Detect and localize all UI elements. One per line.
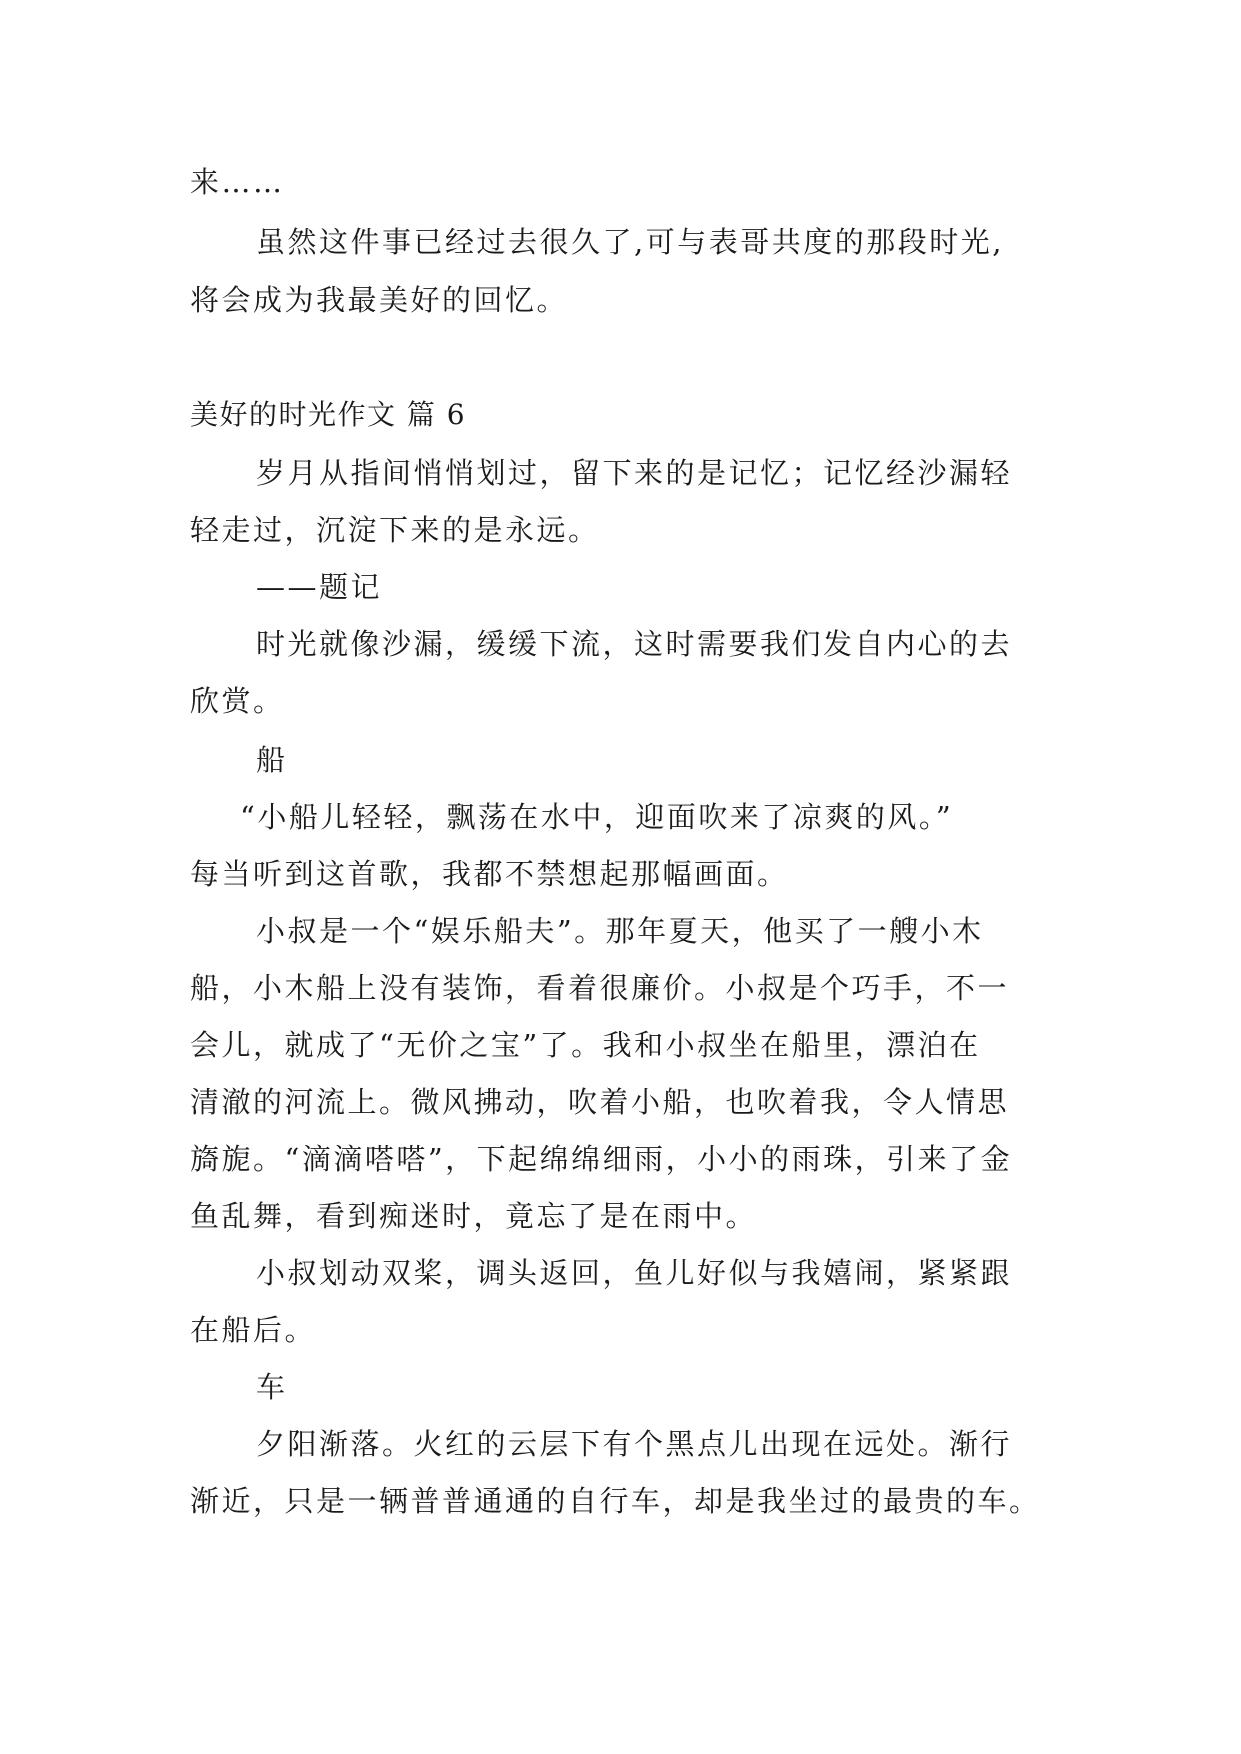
paragraph-line: 船，小木船上没有装饰，看着很廉价。小叔是个巧手，不一	[190, 971, 1010, 1005]
paragraph-line: 鱼乱舞，看到痴迷时，竟忘了是在雨中。	[190, 1199, 758, 1233]
paragraph-line: 将会成为我最美好的回忆。	[190, 283, 569, 317]
paragraph-line: 小叔划动双桨，调头返回，鱼儿好似与我嬉闹，紧紧跟	[256, 1256, 1013, 1290]
paragraph-line: 会儿，就成了“无价之宝”了。我和小叔坐在船里，漂泊在	[190, 1028, 981, 1062]
paragraph-line: 渐近，只是一辆普普通通的自行车，却是我坐过的最贵的车。	[190, 1484, 1041, 1518]
paragraph-line: 轻走过，沉淀下来的是永远。	[190, 513, 600, 547]
subsection-title: 车	[256, 1370, 288, 1404]
paragraph-line: 夕阳渐落。火红的云层下有个黑点儿出现在远处。渐行	[256, 1427, 1013, 1461]
paragraph-line: 小叔是一个“娱乐船夫”。那年夏天，他买了一艘小木	[256, 914, 984, 948]
paragraph-line: 旖旎。“滴滴嗒嗒”，下起绵绵细雨，小小的雨珠，引来了金	[190, 1142, 1013, 1176]
paragraph-line: 在船后。	[190, 1313, 317, 1347]
paragraph-line: “小船儿轻轻，飘荡在水中，迎面吹来了凉爽的风。”	[240, 800, 954, 834]
paragraph-line: 每当听到这首歌，我都不禁想起那幅画面。	[190, 857, 789, 891]
paragraph-line: 时光就像沙漏，缓缓下流，这时需要我们发自内心的去	[256, 627, 1013, 661]
paragraph-line: 清澈的河流上。微风拂动，吹着小船，也吹着我，令人情思	[190, 1085, 1010, 1119]
subsection-title: 船	[256, 743, 288, 777]
paragraph-line: 来……	[190, 165, 285, 199]
paragraph-line: 岁月从指间悄悄划过，留下来的是记忆；记忆经沙漏轻	[256, 456, 1013, 490]
paragraph-line: 欣赏。	[190, 684, 285, 718]
section-heading: 美好的时光作文 篇 6	[190, 398, 467, 431]
epigraph-attribution: ——题记	[256, 570, 383, 604]
paragraph-line: 虽然这件事已经过去很久了,可与表哥共度的那段时光,	[256, 225, 1004, 259]
